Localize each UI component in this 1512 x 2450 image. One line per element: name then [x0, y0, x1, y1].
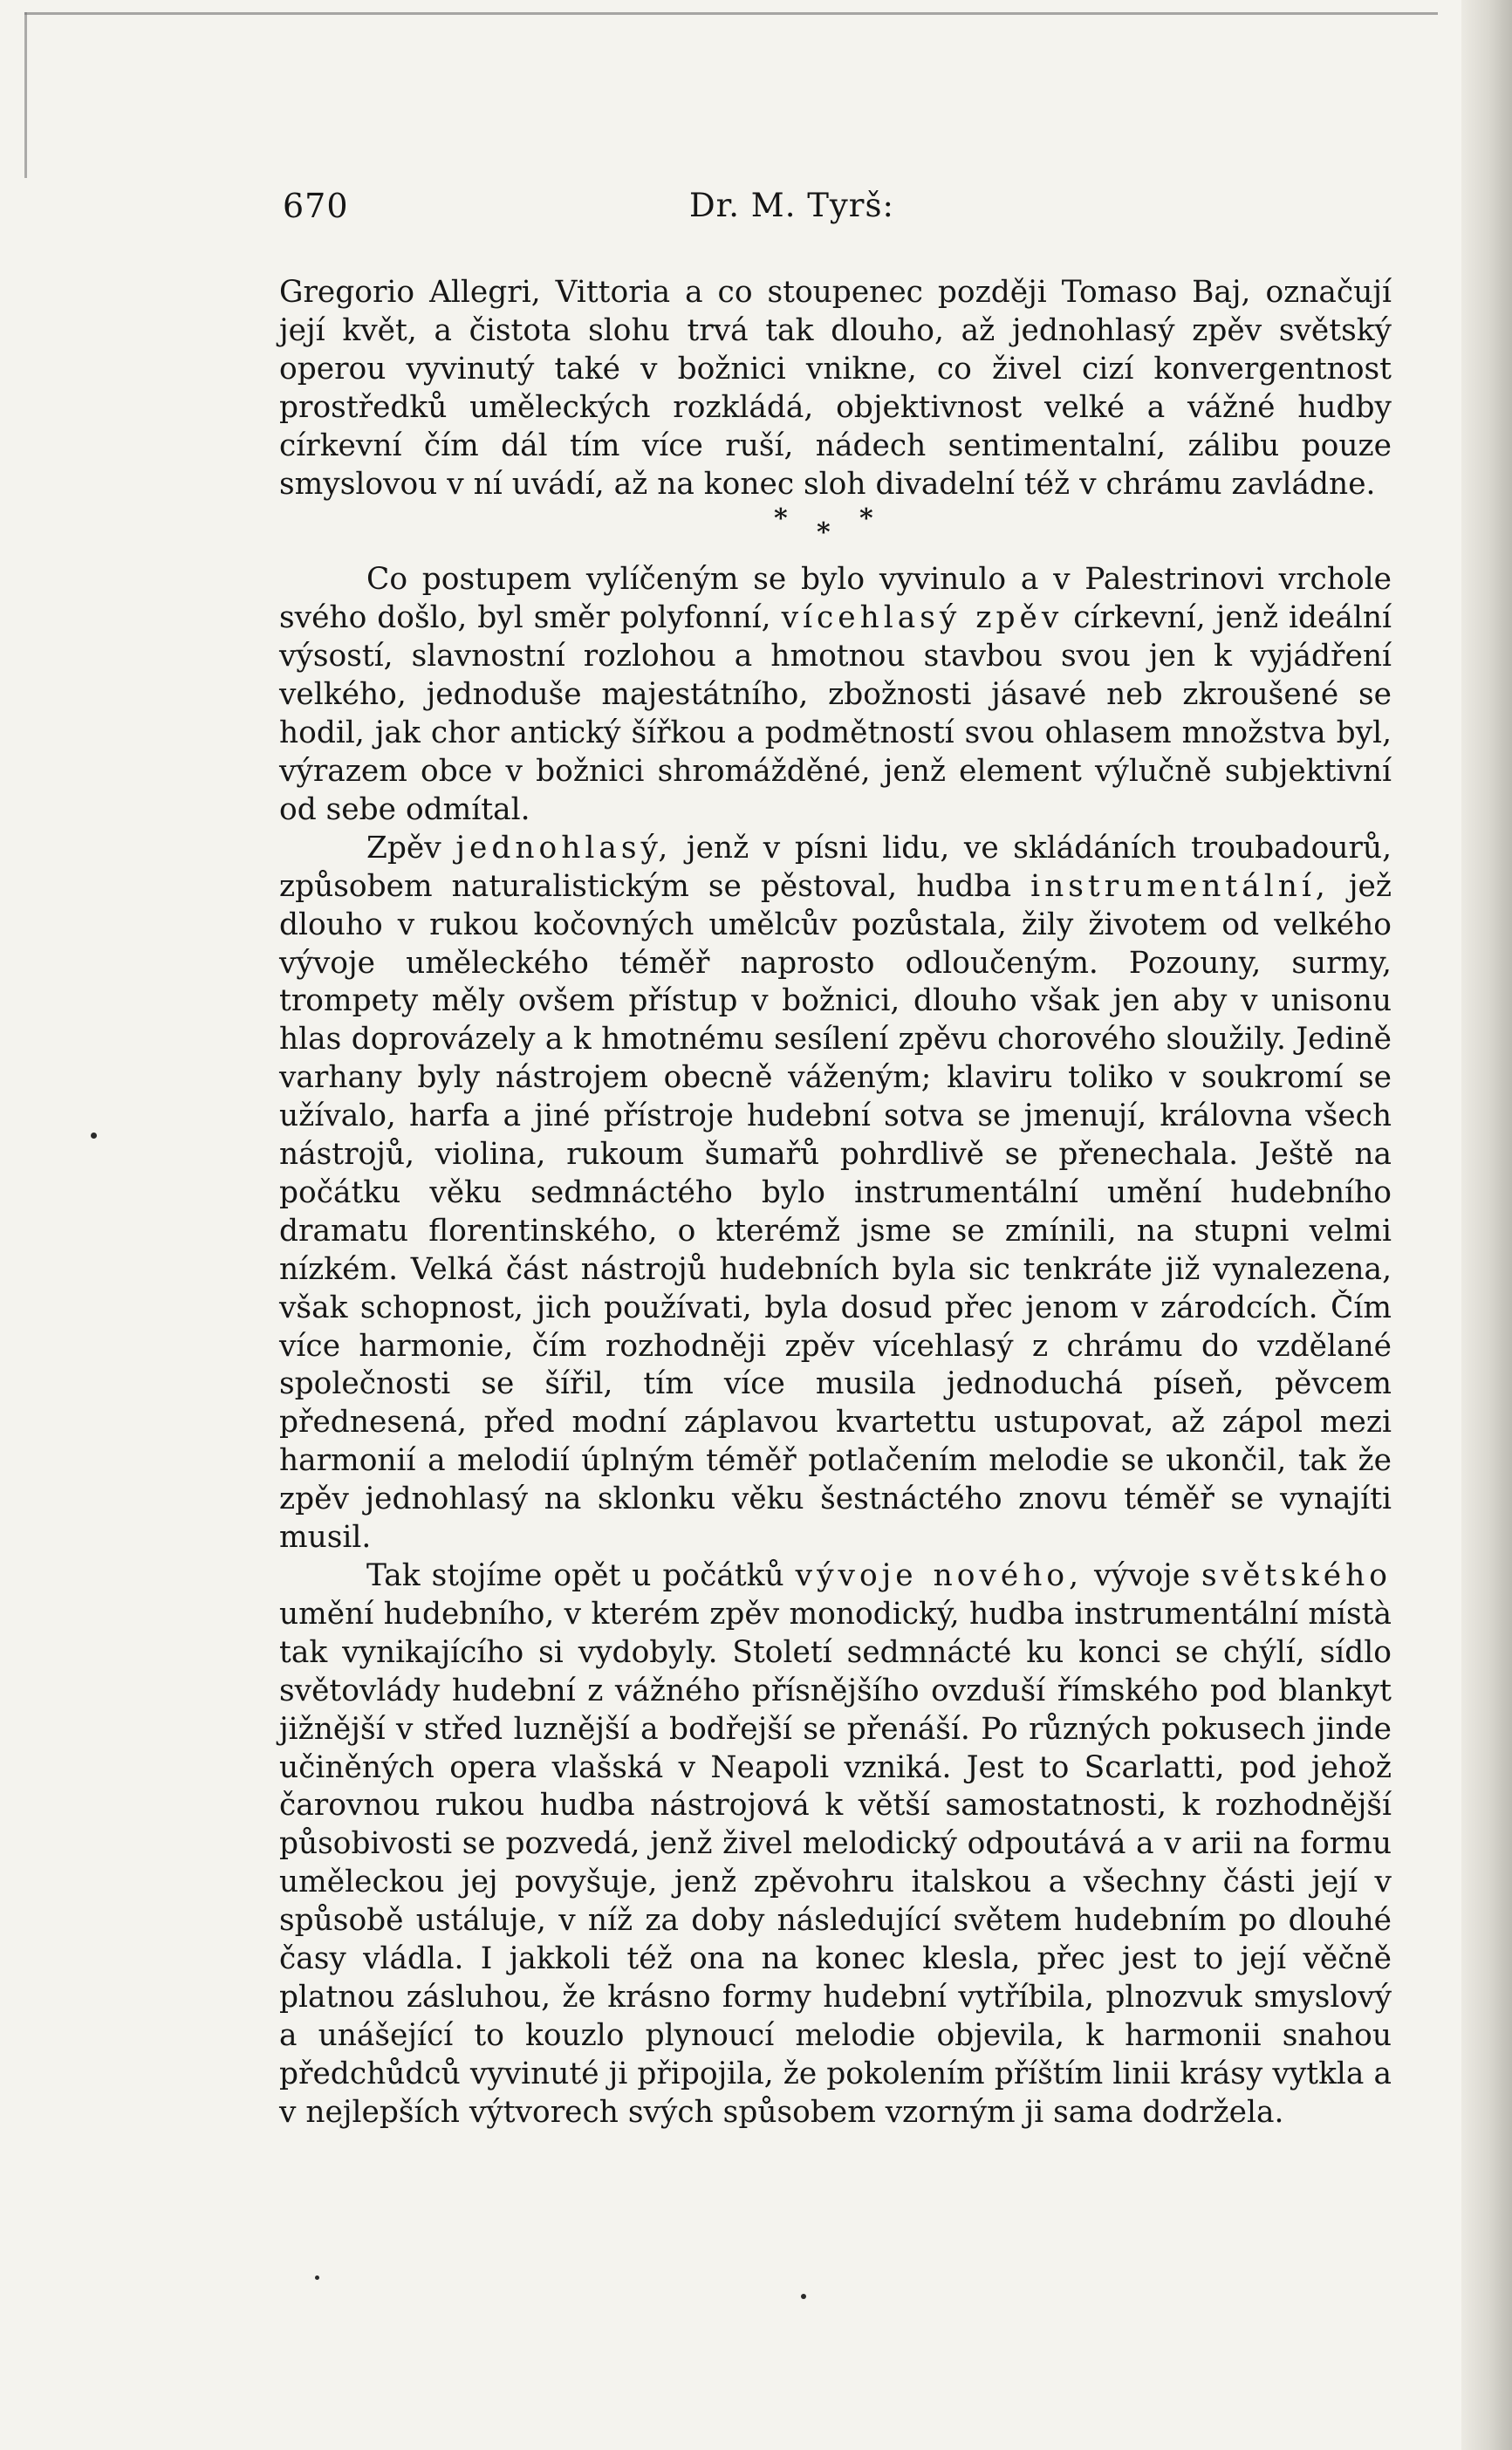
page-number: 670: [283, 187, 349, 225]
body-text: [279, 274, 1392, 2132]
spaced-emphasis: instrumentální,: [1030, 868, 1330, 904]
book-page: [262, 0, 1396, 2450]
asterisk: *: [859, 503, 873, 535]
spaced-emphasis: světského: [1201, 1558, 1392, 1593]
text-run: vývoje: [1094, 1558, 1191, 1593]
scan-speck: [315, 2275, 319, 2280]
scan-border-line-left: [24, 12, 27, 178]
text-run: církevní, jenž ideální výsostí, slavnostní rozlohou a hmotnou stavbou svou jen k vyjádření velkého, jednoduše majestátního, zbožnosti jásavé neb zkroušené se hodil, jak chor antický šířkou a podmětností svou ohlasem množstva byl, výrazem obce v božnici shromážděné, jenž element výlučně subjektivní od sebe odmítal.: [279, 600, 1392, 827]
spaced-emphasis: vícehlasý zpěv: [781, 600, 1064, 636]
text-run: jenž v písni lidu, ve skládáních troubadourů, způsobem naturalistickým se pěstoval, hudba: [279, 830, 1392, 904]
paragraph-3: [279, 830, 1392, 1557]
paragraph-1: Gregorio Allegri, Vittoria a co stoupenec později Tomaso Baj, označují její květ, a čistota slohu trvá tak dlouho, až jednohlasý zpěv světský operou vyvinutý také v božnici vnikne, co živel cizí konvergentnost prostředků uměleckých rozkládá, objektivnost velké a vážné hudby církevní čím dál tím více ruší, nádech sentimentalní, zálibu pouze smyslovou v ní uvádí, až na konec sloh divadelní též v chrámu zavládne.: [279, 275, 1392, 502]
running-head: Dr. M. Tyrš:: [689, 187, 894, 224]
text-run: Co postupem vylíčeným se bylo vyvinulo a v Palestrinovi vrchole svého došlo, byl směr polyfonní,: [279, 562, 1392, 636]
paragraph-4: [279, 1557, 1392, 2132]
text-run: jež dlouho v rukou kočovných umělcův pozůstala, žily životem od velkého vývoje uměleckého téměř naprosto odloučeným. Pozouny, surmy, trompety měly ovšem přístup v božnici, dlouho však jen aby v unisonu hlas doprovázely a k hmotnému sesílení zpěvu chorového sloužily. Jedině varhany byly nástrojem obecně váženým; klaviru toliko v soukromí se užívalo, harfa a jiné přístroje hudební sotva se jmenují, královna všech nástrojů, violina, rukoum šumařů pohrdlivě se přenechala. Ještě na počátku věku sedmnáctého bylo instrumentální umění hudebního dramatu florentinského, o kterémž jsme se zmínili, na stupni velmi nízkém. Velká část nástrojů hudebních byla sic tenkráte již vynalezena, však schopnost, jich používati, byla dosud přec jenom v zárodcích. Čím více harmonie, čím rozhodněji zpěv vícehlasý z chrámu do vzdělané společnosti se šířil, tím více musila jednoduchá píseň, pěvcem přednesená, před modní záplavou kvartettu ustupovat, až zápol mezi harmonií a melodií úplným téměř potlačením melodie se ukončil, tak že zpěv jednohlasý na sklonku věku šestnáctého znovu téměř se vynajíti musil.: [279, 868, 1392, 1556]
text-run: Zpěv: [366, 830, 441, 866]
asterisk: *: [817, 517, 831, 549]
asterisk: *: [774, 503, 788, 535]
section-asterism: [279, 503, 1392, 561]
scan-page-edge: [1461, 0, 1512, 2450]
text-run: Tak stojíme opět u počátků: [366, 1558, 784, 1593]
paragraph-2: [279, 561, 1392, 829]
spaced-emphasis: vývoje nového,: [795, 1558, 1084, 1593]
scan-speck: [801, 2294, 806, 2299]
scan-speck: [91, 1133, 97, 1139]
text-run: umění hudebního, v kterém zpěv monodický, hudba instrumentální místà tak vynikajícího si vydobyly. Století sedmnácté ku konci se chýlí, sídlo světovlády hudební z vážného přísnějšího ovzduší římského pod blankyt jižnější v střed luznější a bodřejší se přenáší. Po různých pokusech jinde učiněných opera vlašská v Neapoli vzniká. Jest to Scarlatti, pod jehož čarovnou rukou hudba nástrojová k větší samostatnosti, k rozhodnější působivosti se pozvedá, jenž živel melodický odpoutává a v arii na formu uměleckou jej povyšuje, jenž zpěvohru italskou a všechny části její v spůsobě ustáluje, v níž za doby následující světem hudebním po dlouhé časy vládla. I jakkoli též ona na konec klesla, přec jest to její věčně platnou zásluhou, že krásno formy hudební vytříbila, plnozvuk smyslový a unášející to kouzlo plynoucí melodie objevila, k harmonii snahou předchůdců vyvinuté ji připojila, že pokolením příštím linii krásy vytkla a v nejlepších výtvorech svých spůsobem vzorným ji sama dodržela.: [279, 1596, 1392, 2130]
spaced-emphasis: jednohlasý,: [455, 830, 673, 866]
